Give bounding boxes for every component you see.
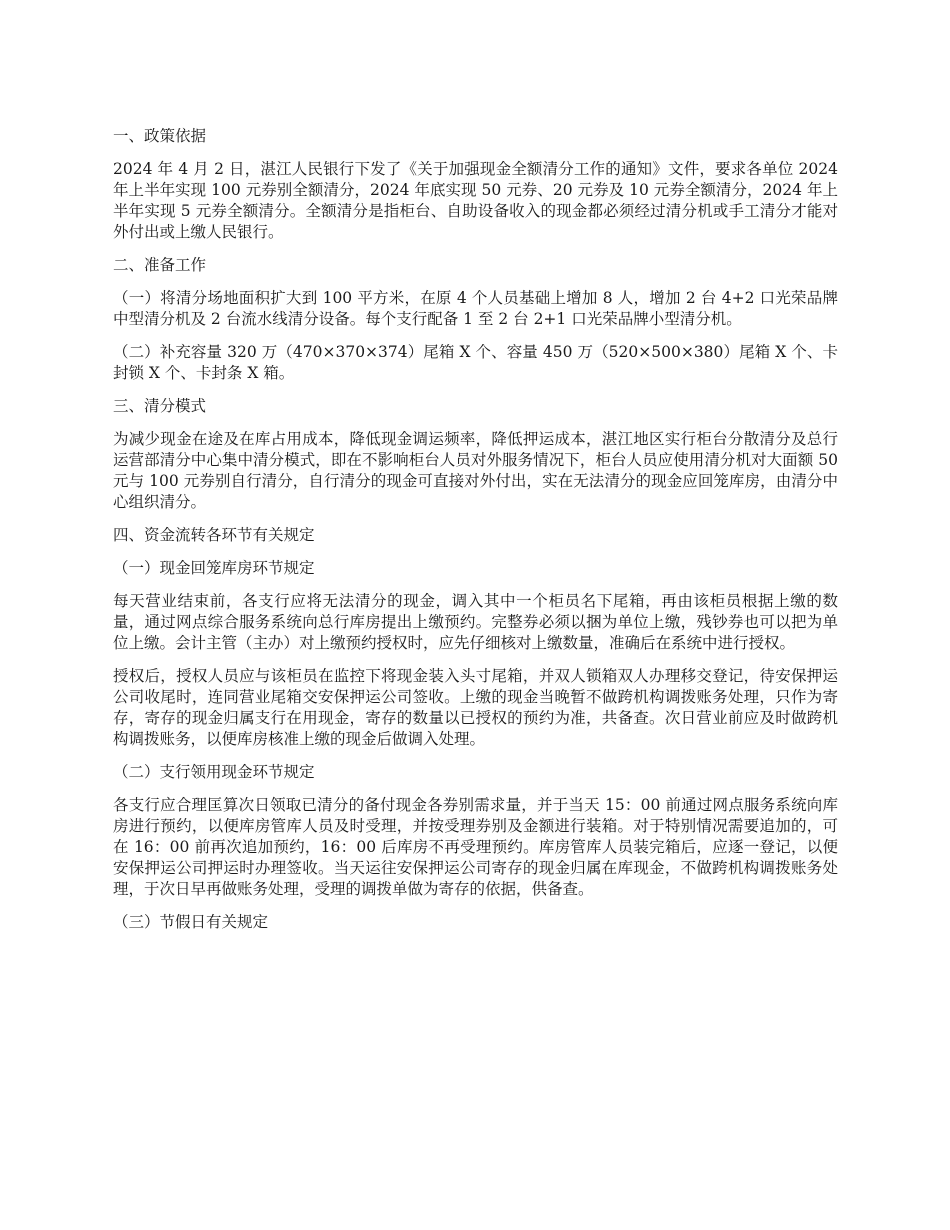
paragraph-cash-return-2: 授权后，授权人员应与该柜员在监控下将现金装入头寸尾箱，并双人锁箱双人办理移交登记，待安保押运公司收尾时，连同营业尾箱交安保押运公司签收。上缴的现金当晚暂不做跨机构调拨账务处理，只作为寄存，寄存的现金归属支行在用现金，寄存的数量以已授权的预约为准，共备查。次日营业前应及时做跨机构调拨账务，以便库房核准上缴的现金后做调入处理。 [113,667,838,748]
paragraph-preparation-2: （二）补充容量 320 万（470×370×374）尾箱 X 个、容量 450 万（520×500×380）尾箱 X 个、卡封锁 X 个、卡封条 X 箱。 [113,343,838,382]
subsection-heading-holidays: （三）节假日有关规定 [113,913,269,931]
paragraph-preparation-1: （一）将清分场地面积扩大到 100 平方米，在原 4 个人员基础上增加 8 人，增加 2 台 4+2 口光荣品牌中型清分机及 2 台流水线清分设备。每个支行配备 1 至 2 台 2+1 口光荣品牌小型清分机。 [113,289,838,328]
paragraph-policy-basis: 2024 年 4 月 2 日，湛江人民银行下发了《关于加强现金全额清分工作的通知》文件，要求各单位 2024 年上半年实现 100 元券别全额清分，2024 年底实现 50 元券、20 元券及 10 元券全额清分，2024 年上半年实现 5 元券全额清分。全额清分是指柜台、自助设备收入的现金都必须经过清分机或手工清分才能对外付出或上缴人民银行。 [113,160,838,241]
section-heading-policy-basis: 一、政策依据 [113,127,207,145]
subsection-heading-branch-withdrawal: （二）支行领用现金环节规定 [113,763,315,781]
paragraph-cash-return-1: 每天营业结束前，各支行应将无法清分的现金，调入其中一个柜员名下尾箱，再由该柜员根据上缴的数量，通过网点综合服务系统向总行库房提出上缴预约。完整券必须以捆为单位上缴，残钞券也可以把为单位上缴。会计主管（主办）对上缴预约授权时，应先仔细核对上缴数量，准确后在系统中进行授权。 [113,592,838,652]
section-heading-fund-flow: 四、资金流转各环节有关规定 [113,526,315,544]
section-heading-sorting-mode: 三、清分模式 [113,397,207,415]
section-heading-preparation: 二、准备工作 [113,256,207,274]
document-page [113,126,838,945]
paragraph-sorting-mode: 为减少现金在途及在库占用成本，降低现金调运频率，降低押运成本，湛江地区实行柜台分散清分及总行运营部清分中心集中清分模式，即在不影响柜台人员对外服务情况下，柜台人员应使用清分机对大面额 50 元与 100 元券别自行清分，自行清分的现金可直接对外付出，实在无法清分的现金应回笼库房，由清分中心组织清分。 [113,430,838,511]
subsection-heading-cash-return: （一）现金回笼库房环节规定 [113,559,315,577]
paragraph-branch-withdrawal: 各支行应合理匡算次日领取已清分的备付现金各券别需求量，并于当天 15：00 前通过网点服务系统向库房进行预约，以便库房管库人员及时受理，并按受理券别及金额进行装箱。对于特别情况需要追加的，可在 16：00 前再次追加预约，16：00 后库房不再受理预约。库房管库人员装完箱后，应逐一登记，以便安保押运公司押运时办理签收。当天运往安保押运公司寄存的现金归属在库现金，不做跨机构调拨账务处理，于次日早再做账务处理，受理的调拨单做为寄存的依据，供备查。 [113,796,838,898]
